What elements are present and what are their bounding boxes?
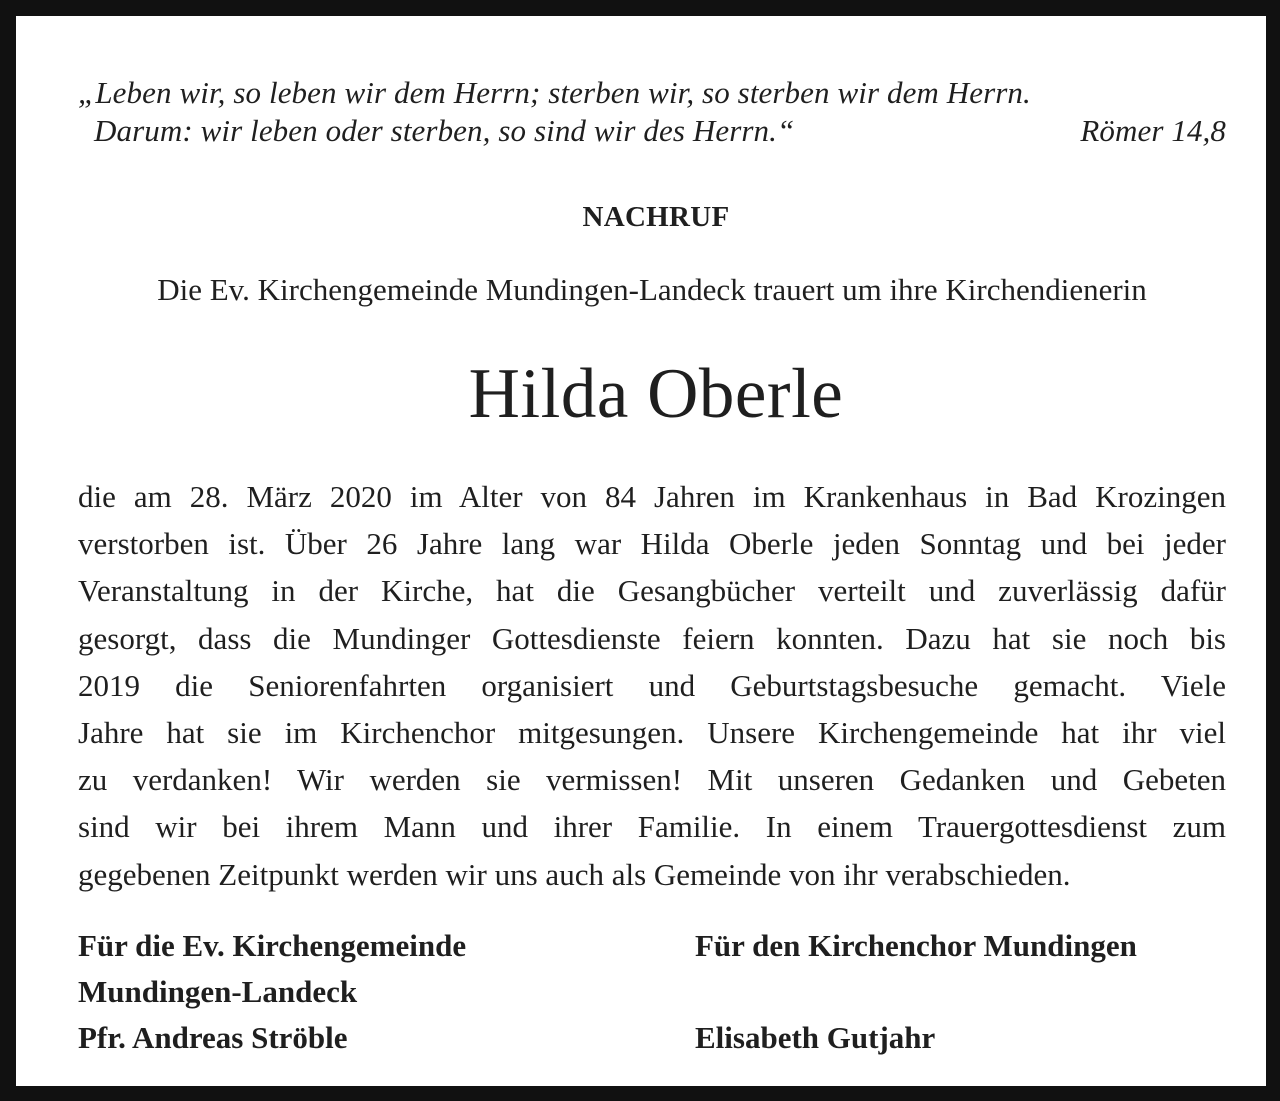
signature-church (78, 923, 658, 1061)
intro-line: Die Ev. Kirchengemeinde Mundingen-Landeck trauert um ihre Kirchendienerin (157, 272, 1147, 307)
body-line: zu verdanken! Wir werden sie vermissen! Mit unseren Gedanken und Gebeten (78, 762, 1226, 798)
body-line: gesorgt, dass die Mundinger Gottesdienste feiern konnten. Dazu hat sie noch bis (78, 620, 1226, 656)
signature-church-line-1: Für die Ev. Kirchengemeinde (78, 928, 467, 963)
signature-choir (695, 923, 1235, 1061)
body-line: Veranstaltung in der Kirche, hat die Gesangbücher verteilt und zuverlässig dafür (78, 573, 1226, 609)
body-line: verstorben ist. Über 26 Jahre lang war Hilda Oberle jeden Sonntag und bei jeder (78, 526, 1226, 562)
body-line: sind wir bei ihrem Mann und ihrer Familie. In einem Trauergottesdienst zum (78, 809, 1226, 845)
quote-line-2-row (78, 112, 1226, 150)
signature-choir-name: Elisabeth Gutjahr (695, 1020, 936, 1055)
deceased-name: Hilda Oberle (468, 355, 844, 433)
obituary-body (78, 473, 1226, 898)
quote-line-1: „Leben wir, so leben wir dem Herrn; sterben wir, so sterben wir dem Herrn. (78, 75, 1031, 110)
notice-heading: NACHRUF (582, 201, 730, 233)
body-line: die am 28. März 2020 im Alter von 84 Jahren im Krankenhaus in Bad Krozingen (78, 479, 1226, 514)
bible-quote (78, 74, 1226, 150)
quote-reference: Römer 14,8 (1080, 113, 1226, 148)
signature-church-line-2: Mundingen-Landeck (78, 974, 358, 1009)
body-line: gegebenen Zeitpunkt werden wir uns auch als Gemeinde von ihr verabschieden. (78, 856, 1071, 892)
quote-line-2: Darum: wir leben oder sterben, so sind wir des Herrn.“ (94, 113, 795, 148)
signature-church-name: Pfr. Andreas Ströble (78, 1020, 348, 1055)
body-line: Jahre hat sie im Kirchenchor mitgesungen. Unsere Kirchengemeinde hat ihr viel (78, 715, 1226, 751)
signature-choir-line-1: Für den Kirchenchor Mundingen (695, 928, 1137, 963)
body-line: 2019 die Seniorenfahrten organisiert und Geburtstagsbesuche gemacht. Viele (78, 667, 1226, 703)
